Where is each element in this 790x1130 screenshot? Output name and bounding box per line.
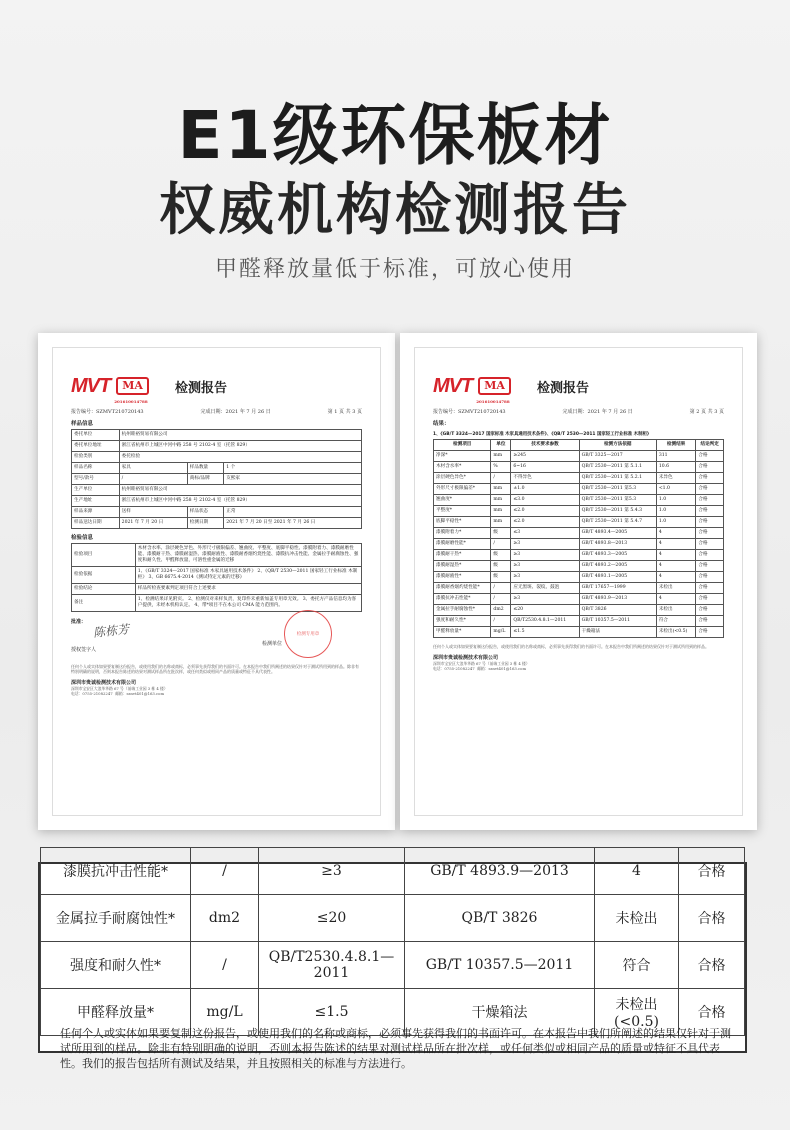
- table-cell: GB/T 4893.9—2013: [579, 594, 656, 605]
- table-cell: 合格: [679, 989, 745, 1036]
- table-row: [72, 463, 362, 474]
- table-cell: 漆膜耐湿热*: [434, 561, 491, 572]
- table-cell: 金属拉手耐腐蚀性*: [434, 605, 491, 616]
- table-cell: %: [491, 462, 511, 473]
- table-cell: 未检出: [656, 583, 696, 594]
- table-cell: ≥3: [511, 561, 579, 572]
- table-cell: 涂层硬色异色*: [434, 473, 491, 484]
- table-cell: QB/T2530.4.8.1—2011: [511, 616, 579, 627]
- table-row: [41, 895, 745, 942]
- field-value: 2021 年 7 月 20 日: [119, 518, 187, 529]
- table-row: [434, 616, 724, 627]
- cma-number: 201610014788: [114, 399, 148, 404]
- table-cell: ≤1.5: [511, 627, 579, 638]
- table-cell: 合格: [696, 451, 724, 462]
- table-cell: 不得异色: [511, 473, 579, 484]
- table-cell: ≤20: [259, 895, 405, 942]
- table-cell: dm2: [191, 895, 259, 942]
- table-cell: 干燥箱法: [405, 989, 595, 1036]
- table-row: [434, 517, 724, 528]
- sample-info-table: [71, 429, 362, 529]
- company-name: 深圳市贵诚检测技术有限公司: [71, 680, 137, 686]
- table-row: [72, 430, 362, 441]
- table-cell: GB/T 4893.8—2013: [579, 539, 656, 550]
- field-value: 样品所检查要素判定项目符合上述要求: [135, 584, 361, 595]
- table-cell: GB/T 10357.5—2011: [405, 942, 595, 989]
- table-cell: mg/L: [491, 627, 511, 638]
- table-cell: 符合: [656, 616, 696, 627]
- official-stamp: [284, 610, 332, 658]
- cma-text: MA: [484, 379, 505, 392]
- table-cell: mg/L: [191, 989, 259, 1036]
- table-row: [41, 942, 745, 989]
- table-cell: QB/T2530.4.8.1—2011: [259, 942, 405, 989]
- company-address: 深圳市宝安区大浪华华路 67 号（前端工业园 3 栋 4 楼）: [433, 661, 530, 666]
- table-row: [434, 594, 724, 605]
- field-label: 检验结论: [72, 584, 136, 595]
- table-cell: 311: [656, 451, 696, 462]
- company-contact: [71, 691, 362, 696]
- table-row: [72, 584, 362, 595]
- report-frame-1: [38, 333, 395, 830]
- table-row: [434, 473, 724, 484]
- table-row: [434, 539, 724, 550]
- table-cell: 漆膜耐液性*: [434, 572, 491, 583]
- stamp-text: 检测专用章: [296, 632, 320, 637]
- field-label: 样品状态: [187, 507, 223, 518]
- field-label: 生产单位: [72, 485, 120, 496]
- report-number: 报告编号：SZMVT210720143: [433, 409, 506, 415]
- field-value: 浙江省杭州市上城区中河中路 258 号 2102-4 室（托管 829）: [119, 441, 361, 452]
- table-cell: 4: [656, 550, 696, 561]
- table-cell: 1.0: [656, 506, 696, 517]
- table-cell: ≥3: [511, 550, 579, 561]
- report-date: 完成日期：2021 年 7 月 26 日: [200, 409, 271, 415]
- report-meta: [71, 408, 362, 415]
- table-cell: 4: [656, 594, 696, 605]
- result-table: [433, 439, 724, 638]
- table-cell: 合格: [696, 484, 724, 495]
- table-cell: 漆膜耐干热*: [434, 550, 491, 561]
- report-header: [433, 372, 724, 404]
- table-cell: 漆膜抗冲击性能*: [434, 594, 491, 605]
- table-cell: 未检出: [656, 605, 696, 616]
- field-value: 杭州睦裕贸易有限公司: [119, 485, 361, 496]
- approved-label: 批准：: [71, 619, 87, 625]
- field-value: 1、检测结果详见附页。 2、检测仅对来样负责，复印件未重新加盖专用章无效。 3、委托方产品信息均为客户提供，未经本机构认定。 4、带*项目不在本公司 CMA 能力范围内。: [135, 595, 361, 612]
- table-row: [72, 507, 362, 518]
- table-cell: <1.0: [656, 484, 696, 495]
- field-label: 检验项目: [72, 544, 136, 567]
- table-cell: GB/T 4893.1—2005: [579, 572, 656, 583]
- signature-area: [71, 618, 362, 658]
- table-cell: 平整度*: [434, 506, 491, 517]
- table-cell: 4: [656, 539, 696, 550]
- signer-label: 授权签字人: [71, 647, 97, 653]
- table-cell: QB/T 2530—2011 第 5.2.1: [579, 473, 656, 484]
- table-cell: 强度和耐久性*: [41, 942, 191, 989]
- company-phone: 电话：0755-21082247: [433, 666, 475, 671]
- table-row: [72, 452, 362, 463]
- company-contact: [433, 666, 724, 671]
- inspect-unit-label: 检测单位: [261, 641, 282, 647]
- table-cell: GB/T 3325—2017: [579, 451, 656, 462]
- table-cell: 级: [491, 550, 511, 561]
- report-title: 检测报告: [174, 380, 227, 396]
- table-cell: QB/T 2530—2011 第 5.4.3: [579, 506, 656, 517]
- table-cell: 10.6: [656, 462, 696, 473]
- table-row: [434, 605, 724, 616]
- table-cell: 强度和耐久性*: [434, 616, 491, 627]
- table-cell: /: [491, 473, 511, 484]
- field-label: 样品来源: [72, 507, 120, 518]
- table-row: [72, 518, 362, 529]
- report-page-number: 第 1 页 共 3 页: [327, 409, 362, 415]
- field-label: 样品数量: [187, 463, 223, 474]
- table-cell: 漆膜附着力*: [434, 528, 491, 539]
- table-cell: /: [491, 583, 511, 594]
- field-label: 样品名称: [72, 463, 120, 474]
- cma-logo: [114, 377, 149, 404]
- table-cell: 合格: [679, 848, 745, 895]
- table-cell: 合格: [696, 550, 724, 561]
- field-value: 木材含水率、涂层硬色异色、外形尺寸极限偏差、翘曲度、平整度、底脚平稳性、漆膜附着力、漆膜耐磨性能、漆膜耐干热、漆膜耐湿热、漆膜耐液性、漆膜耐香烟灼烧性能、漆膜抗冲击性能、金属拉手耐腐蚀性、强度和耐久性、甲醛释放量，可溶性重金属的迁移: [135, 544, 361, 567]
- test-info-table: [71, 543, 362, 612]
- table-cell: GB/T 4893.2—2005: [579, 561, 656, 572]
- table-cell: GB/T 4893.9—2013: [405, 848, 595, 895]
- table-cell: ≥3: [259, 848, 405, 895]
- table-cell: ≤1.5: [259, 989, 405, 1036]
- table-cell: GB/T 4893.4—2005: [579, 528, 656, 539]
- table-cell: 未检出(<0.5): [595, 989, 679, 1036]
- field-label: 样品送达日期: [72, 518, 120, 529]
- table-row: [41, 848, 745, 895]
- table-cell: ≤2.0: [511, 506, 579, 517]
- page-title-line2: 权威机构检测报告: [159, 178, 631, 243]
- cma-number: 201610014788: [476, 399, 510, 404]
- table-row: [434, 627, 724, 638]
- report-disclaimer: 任何个人或实体如果要复制这份报告，或使用我们的名称或商标，必须事先获得我们的书面许可。在本报告中我们所阐述的结果仅针对于测试所用到的样品。除非有特别明确的说明，否则本报告陈述的结果对测试样品所在批次样，或任何类似或相同产品的质量或特征不具代表性。: [71, 664, 359, 674]
- table-row: [434, 495, 724, 506]
- table-cell: ≥3: [511, 572, 579, 583]
- table-cell: 金属拉手耐腐蚀性*: [41, 895, 191, 942]
- table-cell: /: [491, 594, 511, 605]
- table-cell: mm: [491, 517, 511, 528]
- table-cell: 净深*: [434, 451, 491, 462]
- table-row: [72, 544, 362, 567]
- table-cell: 合格: [696, 506, 724, 517]
- page-title-line1: E1级环保板材: [177, 97, 613, 174]
- zoomed-result-table: [40, 847, 745, 1036]
- company-email: 邮箱：sznvt401@163.com: [115, 691, 165, 696]
- field-value: 杭州睦裕贸易有限公司: [119, 430, 361, 441]
- column-header: 结论判定: [696, 440, 724, 451]
- table-cell: 漆膜耐磨性能*: [434, 539, 491, 550]
- company-phone: 电话：0755-21082247: [71, 691, 113, 696]
- table-cell: GB/T 17657—1999: [579, 583, 656, 594]
- table-cell: 未检出(<0.5): [656, 627, 696, 638]
- table-row: [434, 506, 724, 517]
- field-value: 1、《GB/T 3324—2017 国家标准 木家具通用技术条件》 2、《QB/T 2530—2011 国家轻工行业标准 木制柜》 3、GB 6675.4-2014《测试特定元素的迁移》: [135, 567, 361, 584]
- field-label: 生产地址: [72, 496, 120, 507]
- column-header: 单位: [491, 440, 511, 451]
- table-row: [72, 595, 362, 612]
- table-cell: QB/T 3826: [405, 895, 595, 942]
- table-row: [434, 484, 724, 495]
- table-row: [72, 485, 362, 496]
- table-cell: 未异色: [656, 473, 696, 484]
- table-row: [72, 441, 362, 452]
- table-cell: ≤2.0: [511, 517, 579, 528]
- table-cell: 合格: [696, 583, 724, 594]
- company-address: 深圳市宝安区大浪华华路 67 号（前端工业园 3 栋 4 楼）: [71, 686, 168, 691]
- report-title: 检测报告: [536, 380, 589, 396]
- table-cell: mm: [491, 506, 511, 517]
- table-row: [434, 451, 724, 462]
- field-label: 商标/品牌: [187, 474, 223, 485]
- table-cell: QB/T 2530—2011 第5.3: [579, 484, 656, 495]
- table-cell: dm2: [491, 605, 511, 616]
- table-cell: ≥3: [511, 594, 579, 605]
- table-cell: 合格: [696, 495, 724, 506]
- table-cell: 干燥箱法: [579, 627, 656, 638]
- table-cell: 合格: [679, 895, 745, 942]
- company-name: 深圳市贵诚检测技术有限公司: [433, 655, 499, 661]
- sample-section-title: 样品信息: [71, 421, 94, 427]
- table-cell: /: [491, 539, 511, 550]
- table-cell: QB/T 2530—2011 第 5.4.7: [579, 517, 656, 528]
- table-cell: 合格: [696, 616, 724, 627]
- mvt-logo: MVT: [71, 374, 111, 397]
- field-label: 检测日期: [187, 518, 223, 529]
- table-cell: /: [191, 942, 259, 989]
- field-value: 正常: [224, 507, 362, 518]
- table-header-row: [434, 440, 724, 451]
- table-row: [434, 561, 724, 572]
- table-cell: GB/T 10357.5—2011: [579, 616, 656, 627]
- table-cell: ≤3: [511, 528, 579, 539]
- table-cell: QB/T 3826: [579, 605, 656, 616]
- table-cell: ≥3: [511, 539, 579, 550]
- table-cell: QB/T 2530—2011 第5.3: [579, 495, 656, 506]
- field-value: 友熙家: [224, 474, 362, 485]
- report-page-number: 第 2 页 共 3 页: [689, 409, 724, 415]
- report-number: 报告编号：SZMVT210720143: [71, 409, 144, 415]
- zoomed-result-detail: [38, 862, 747, 1070]
- company-email: 邮箱：sznvt401@163.com: [477, 666, 527, 671]
- table-cell: 合格: [696, 572, 724, 583]
- field-value: 1 个: [224, 463, 362, 474]
- table-cell: 4: [656, 572, 696, 583]
- table-cell: 级: [491, 572, 511, 583]
- field-label: 备注: [72, 595, 136, 612]
- report-page-2: [414, 347, 743, 816]
- table-cell: 未检出: [595, 895, 679, 942]
- table-cell: mm: [491, 451, 511, 462]
- table-cell: QB/T 2530—2011 第 5.1.1: [579, 462, 656, 473]
- field-label: 检验类别: [72, 452, 120, 463]
- table-cell: 合格: [696, 594, 724, 605]
- field-value: 浙江省杭州市上城区中河中路 258 号 2102-4 室（托管 829）: [119, 496, 361, 507]
- table-row: [72, 567, 362, 584]
- field-value: 2021 年 7 月 20 日至 2021 年 7 月 26 日: [224, 518, 362, 529]
- report-page-1: [52, 347, 381, 816]
- table-cell: 合格: [696, 561, 724, 572]
- table-cell: 6~16: [511, 462, 579, 473]
- field-label: 委托单位地址: [72, 441, 120, 452]
- table-cell: 翘曲度*: [434, 495, 491, 506]
- table-cell: ≤20: [511, 605, 579, 616]
- table-cell: /: [191, 848, 259, 895]
- column-header: 检测方法依据: [579, 440, 656, 451]
- column-header: 技术要求参数: [511, 440, 579, 451]
- mvt-logo: MVT: [433, 374, 473, 397]
- table-cell: 外形尺寸极限偏差*: [434, 484, 491, 495]
- field-label: 检验依据: [72, 567, 136, 584]
- result-section-title: 结果：: [433, 421, 450, 427]
- field-label: 委托单位: [72, 430, 120, 441]
- table-row: [72, 496, 362, 507]
- table-cell: 合格: [696, 517, 724, 528]
- table-row: [434, 550, 724, 561]
- table-cell: 合格: [696, 462, 724, 473]
- report-date: 完成日期：2021 年 7 月 26 日: [562, 409, 633, 415]
- table-cell: 合格: [696, 473, 724, 484]
- field-value: 委托检验: [119, 452, 361, 463]
- table-cell: 符合: [595, 942, 679, 989]
- table-cell: 甲醛释放量*: [434, 627, 491, 638]
- table-cell: 合格: [696, 605, 724, 616]
- signature: 陈栋芳: [92, 622, 130, 640]
- field-value: 送样: [119, 507, 187, 518]
- table-cell: mm: [491, 484, 511, 495]
- report-meta: [433, 408, 724, 415]
- table-cell: 底脚平稳性*: [434, 517, 491, 528]
- table-row: [434, 528, 724, 539]
- table-cell: ≤3.0: [511, 495, 579, 506]
- table-row: [434, 583, 724, 594]
- table-cell: mm: [491, 495, 511, 506]
- cma-text: MA: [122, 379, 143, 392]
- table-cell: 1.0: [656, 495, 696, 506]
- test-section-title: 检验信息: [71, 535, 94, 541]
- table-cell: 漆膜抗冲击性能*: [41, 848, 191, 895]
- cma-logo: [476, 377, 511, 404]
- table-cell: 甲醛释放量*: [41, 989, 191, 1036]
- standard-line: 1、《GB/T 3324—2017 国家标准 木家具通用技术条件》、《QB/T 2530—2011 国家轻工行业标准 木制柜》: [433, 432, 652, 437]
- table-row: [72, 474, 362, 485]
- field-value: /: [119, 474, 187, 485]
- column-header: 检测结果: [656, 440, 696, 451]
- table-cell: 4: [656, 561, 696, 572]
- table-cell: 漆膜耐香烟灼烧性能*: [434, 583, 491, 594]
- table-cell: 合格: [696, 528, 724, 539]
- page-subtitle: 甲醛释放量低于标准，可放心使用: [214, 257, 575, 282]
- report-header: [71, 372, 362, 404]
- table-cell: 合格: [696, 539, 724, 550]
- column-header: 检测项目: [434, 440, 491, 451]
- table-cell: 木材含水率*: [434, 462, 491, 473]
- table-cell: 级: [491, 561, 511, 572]
- table-cell: 级: [491, 528, 511, 539]
- table-cell: 4: [656, 528, 696, 539]
- table-cell: 1.0: [656, 517, 696, 528]
- table-cell: 4: [595, 848, 679, 895]
- table-cell: ≥245: [511, 451, 579, 462]
- table-cell: 应无黑斑、裂纹、鼓泡: [511, 583, 579, 594]
- table-cell: ±1.0: [511, 484, 579, 495]
- field-label: 型号/款号: [72, 474, 120, 485]
- table-cell: /: [491, 616, 511, 627]
- report-frame-2: [400, 333, 757, 830]
- table-row: [434, 572, 724, 583]
- table-cell: 合格: [696, 627, 724, 638]
- report-disclaimer: 任何个人或实体如果要复制这份报告，或使用我们的名称或商标，必须事先获得我们的书面许可。在本报告中我们所阐述的结果仅针对于测试所用到的样品。: [433, 644, 709, 649]
- field-value: 家具: [119, 463, 187, 474]
- zoomed-disclaimer: 任何个人或实体如果要复制这份报告，或使用我们的名称或商标，必须事先获得我们的书面许可。在本报告中我们所阐述的结果仅针对于测试所用到的样品。除非有特别明确的说明，否则本报告陈述的结果对测试样品所在批次样，或任何类似或相同产品的质量或特征不具代表性。我们的报告包括所有测试及结果，并且按照相关的标准与方法进行。: [60, 1027, 731, 1070]
- table-cell: GB/T 4893.3—2005: [579, 550, 656, 561]
- table-row: [434, 462, 724, 473]
- table-cell: 合格: [679, 942, 745, 989]
